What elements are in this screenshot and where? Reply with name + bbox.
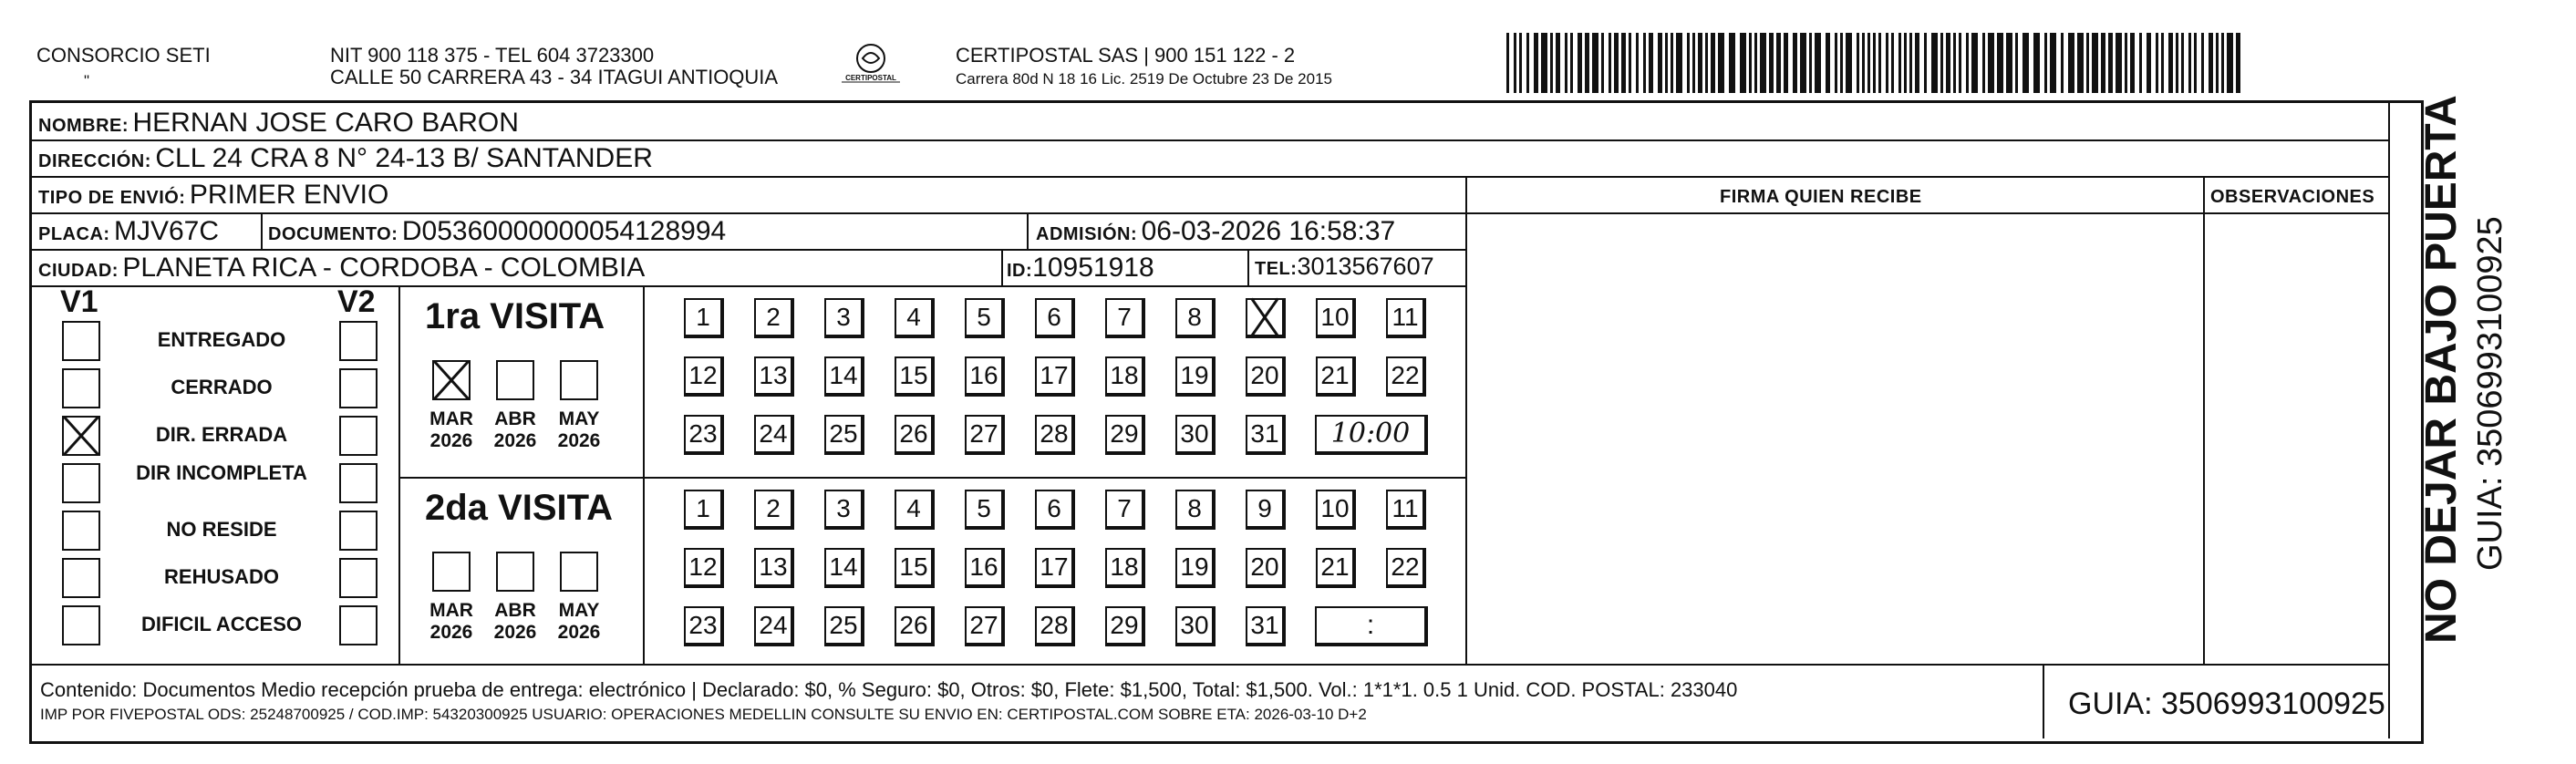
day-box[interactable]: 6 xyxy=(1035,490,1075,530)
barcode-bar xyxy=(1959,33,1961,93)
day-box[interactable]: 18 xyxy=(1105,356,1145,397)
barcode-bar xyxy=(2130,33,2135,93)
barcode-bar xyxy=(1718,33,1724,93)
day-box[interactable]: 14 xyxy=(824,356,864,397)
barcode-bar xyxy=(2176,33,2178,93)
barcode-bar xyxy=(1867,33,1870,93)
barcode-bar xyxy=(2101,33,2105,93)
day-box[interactable]: 28 xyxy=(1035,415,1075,455)
barcode-bar xyxy=(1982,33,1985,93)
barcode-bar xyxy=(1519,33,1522,93)
observaciones-header: OBSERVACIONES xyxy=(2210,187,2375,207)
day-box[interactable]: 31 xyxy=(1246,606,1286,646)
day-box[interactable]: 3 xyxy=(824,490,864,530)
day-box[interactable]: 25 xyxy=(824,415,864,455)
time-box[interactable]: : xyxy=(1315,606,1428,646)
month-year: 2026 xyxy=(557,622,601,643)
certipostal-line: CERTIPOSTAL SAS | 900 151 122 - 2 xyxy=(956,44,1296,67)
barcode-bar xyxy=(2061,33,2064,93)
certipostal-logo xyxy=(837,40,905,97)
day-box[interactable]: 2 xyxy=(754,298,794,338)
barcode-bar xyxy=(1840,33,1843,93)
address-line: CALLE 50 CARRERA 43 - 34 ITAGUI ANTIOQUIA xyxy=(330,66,779,88)
barcode-bar xyxy=(2023,33,2029,93)
barcode-bar xyxy=(1915,33,1919,93)
barcode-bar xyxy=(1815,33,1821,93)
v1-checkbox[interactable] xyxy=(62,558,100,598)
month-checkbox[interactable] xyxy=(432,360,471,400)
v1-checkbox[interactable] xyxy=(62,368,100,408)
day-box[interactable]: 15 xyxy=(895,548,935,588)
barcode-bar xyxy=(1997,33,2003,93)
barcode-bar xyxy=(1705,33,1708,93)
barcode-bar xyxy=(1649,33,1653,93)
barcode-bar xyxy=(1909,33,1912,93)
barcode-bar xyxy=(1793,33,1797,93)
day-box[interactable]: 22 xyxy=(1386,356,1426,397)
documento-label: DOCUMENTO: xyxy=(268,224,398,244)
company-mark: " xyxy=(84,72,90,89)
barcode-bar xyxy=(1835,33,1837,93)
barcode xyxy=(1506,33,2247,93)
month-label xyxy=(547,408,611,452)
time-box[interactable]: 10:00 xyxy=(1315,415,1428,455)
barcode-bar xyxy=(1601,33,1604,93)
month-year: 2026 xyxy=(429,622,473,643)
day-box[interactable]: 26 xyxy=(895,415,935,455)
day-box[interactable]: 30 xyxy=(1175,606,1216,646)
month-label xyxy=(483,600,547,644)
day-box[interactable]: 20 xyxy=(1246,356,1286,397)
day-box[interactable]: 17 xyxy=(1035,548,1075,588)
v1-checkbox[interactable] xyxy=(62,463,100,503)
month-checkbox[interactable] xyxy=(496,552,534,592)
barcode-bar xyxy=(1526,33,1529,93)
imp-line: IMP POR FIVEPOSTAL ODS: 25248700925 / COD.IMP: 54320300925 USUARIO: OPERACIONES MEDELLIN CONSULTE SU ENVIO EN: CERTIPOSTAL.COM SOBRE ETA: 2026-03-10 D+2 xyxy=(40,706,1367,723)
id-label: ID: xyxy=(1007,261,1033,281)
barcode-bar xyxy=(2077,33,2084,93)
visit-title: 1ra VISITA xyxy=(425,296,605,336)
barcode-bar xyxy=(2236,33,2240,93)
day-box[interactable]: 4 xyxy=(895,490,935,530)
day-box[interactable]: 14 xyxy=(824,548,864,588)
barcode-bar xyxy=(1966,33,1969,93)
placa-label: PLACA: xyxy=(38,224,110,244)
barcode-bar xyxy=(1534,33,1538,93)
day-box[interactable]: 5 xyxy=(965,490,1005,530)
day-box[interactable]: 16 xyxy=(965,548,1005,588)
barcode-bar xyxy=(1578,33,1582,93)
day-box[interactable]: 21 xyxy=(1316,548,1356,588)
month-label xyxy=(483,408,547,452)
day-box[interactable]: 16 xyxy=(965,356,1005,397)
month-name: MAY xyxy=(558,408,600,429)
day-box[interactable]: 9 xyxy=(1246,490,1286,530)
barcode-bar xyxy=(2116,33,2122,93)
barcode-bar xyxy=(1609,33,1611,93)
day-box[interactable]: 28 xyxy=(1035,606,1075,646)
barcode-bar xyxy=(2068,33,2074,93)
barcode-bar xyxy=(1769,33,1774,93)
barcode-bar xyxy=(2092,33,2098,93)
barcode-bar xyxy=(1749,33,1752,93)
barcode-bar xyxy=(1565,33,1567,93)
barcode-bar xyxy=(1862,33,1865,93)
v1-label: V1 xyxy=(60,284,98,319)
barcode-bar xyxy=(1886,33,1888,93)
barcode-bar xyxy=(1988,33,1994,93)
v1-checkbox[interactable] xyxy=(62,321,100,361)
v2-checkbox[interactable] xyxy=(339,463,378,503)
day-box[interactable]: 27 xyxy=(965,415,1005,455)
admision-label: ADMISIÓN: xyxy=(1036,224,1138,244)
barcode-bar xyxy=(2221,33,2224,93)
v1-checkbox[interactable] xyxy=(62,511,100,551)
barcode-bar xyxy=(1671,33,1673,93)
day-box[interactable]: 31 xyxy=(1246,415,1286,455)
day-box[interactable]: 19 xyxy=(1175,356,1216,397)
barcode-bar xyxy=(1953,33,1956,93)
content-line: Contenido: Documentos Medio recepción prueba de entrega: electrónico | Declarado: $0, % Seguro: $0, Otros: $0, Flete: $1,500, Total: $1,500. Vol.: 1*1*1. 0.5 1 Unid. COD. POSTAL: 233040 xyxy=(40,678,1738,701)
v2-label: V2 xyxy=(337,284,376,319)
barcode-bar xyxy=(1687,33,1690,93)
shipment-type: PRIMER ENVIO xyxy=(189,180,389,210)
barcode-bar xyxy=(1676,33,1682,93)
month-label xyxy=(419,408,483,452)
barcode-bar xyxy=(1826,33,1830,93)
day-box[interactable]: 8 xyxy=(1175,298,1216,338)
barcode-bar xyxy=(1570,33,1573,93)
id-value: 10951918 xyxy=(1032,253,1154,283)
reason-label: DIFICIL ACCESO xyxy=(140,613,302,635)
month-name: ABR xyxy=(494,600,536,621)
barcode-bar xyxy=(1506,33,1509,93)
barcode-bar xyxy=(1692,33,1695,93)
barcode-bar xyxy=(1760,33,1766,93)
barcode-bar xyxy=(2156,33,2158,93)
month-name: MAY xyxy=(558,600,600,621)
reason-label: DIR. ERRADA xyxy=(155,423,288,446)
barcode-bar xyxy=(1784,33,1788,93)
day-box[interactable]: 23 xyxy=(684,606,724,646)
barcode-bar xyxy=(1924,33,1927,93)
barcode-bar xyxy=(2168,33,2173,93)
month-label xyxy=(419,600,483,644)
day-box[interactable]: 12 xyxy=(684,548,724,588)
day-box[interactable]: 12 xyxy=(684,356,724,397)
barcode-bar xyxy=(2181,33,2184,93)
v2-checkbox[interactable] xyxy=(339,321,378,361)
barcode-bar xyxy=(1971,33,1978,93)
day-box[interactable]: 11 xyxy=(1386,490,1426,530)
barcode-bar xyxy=(2033,33,2040,93)
reason-label: NO RESIDE xyxy=(166,518,277,541)
v2-checkbox[interactable] xyxy=(339,511,378,551)
month-year: 2026 xyxy=(493,622,537,643)
day-box[interactable]: 25 xyxy=(824,606,864,646)
month-name: MAR xyxy=(429,408,473,429)
month-checkbox[interactable] xyxy=(496,360,534,400)
day-box[interactable]: 23 xyxy=(684,415,724,455)
barcode-bar xyxy=(1904,33,1907,93)
month-year: 2026 xyxy=(557,430,601,451)
month-label xyxy=(547,600,611,644)
firma-header: FIRMA QUIEN RECIBE xyxy=(1720,187,1922,207)
logo-icon xyxy=(837,40,905,97)
side-guia: GUIA: 3506993100925 xyxy=(2471,216,2509,571)
admission-datetime: 06-03-2026 16:58:37 xyxy=(1141,216,1396,246)
logo-text: CERTIPOSTAL xyxy=(845,74,896,82)
barcode-bar xyxy=(1550,33,1553,93)
guia-box: GUIA: 3506993100925 xyxy=(2068,687,2385,721)
barcode-bar xyxy=(1898,33,1901,93)
day-box[interactable] xyxy=(1246,298,1286,338)
barcode-bar xyxy=(1740,33,1746,93)
day-box[interactable]: 24 xyxy=(754,415,794,455)
license-line: Carrera 80d N 18 16 Lic. 2519 De Octubre 23 De 2015 xyxy=(956,70,1332,88)
month-checkbox[interactable] xyxy=(432,552,471,592)
ciudad-label: CIUDAD: xyxy=(38,261,119,281)
barcode-bar xyxy=(2209,33,2213,93)
direccion-label: DIRECCIÓN: xyxy=(38,151,151,171)
document-value: D05360000000054128994 xyxy=(401,216,727,246)
day-box[interactable]: 29 xyxy=(1105,606,1145,646)
day-box[interactable]: 19 xyxy=(1175,548,1216,588)
barcode-bar xyxy=(1857,33,1859,93)
month-checkbox[interactable] xyxy=(560,360,598,400)
v2-checkbox[interactable] xyxy=(339,368,378,408)
day-box[interactable]: 2 xyxy=(754,490,794,530)
day-box[interactable]: 26 xyxy=(895,606,935,646)
no-dejar-warning: NO DEJAR BAJO PUERTA xyxy=(2417,95,2466,644)
day-box[interactable]: 13 xyxy=(754,548,794,588)
month-year: 2026 xyxy=(493,430,537,451)
day-box[interactable]: 4 xyxy=(895,298,935,338)
month-year: 2026 xyxy=(429,430,473,451)
day-box[interactable]: 22 xyxy=(1386,548,1426,588)
barcode-bar xyxy=(1754,33,1757,93)
visit-title: 2da VISITA xyxy=(425,488,613,528)
barcode-bar xyxy=(2147,33,2151,93)
day-box[interactable]: 8 xyxy=(1175,490,1216,530)
barcode-bar xyxy=(1514,33,1516,93)
barcode-bar xyxy=(1711,33,1715,93)
month-name: MAR xyxy=(429,600,473,621)
barcode-bar xyxy=(1776,33,1781,93)
day-box[interactable]: 11 xyxy=(1386,298,1426,338)
barcode-bar xyxy=(2050,33,2056,93)
barcode-bar xyxy=(2194,33,2197,93)
barcode-bar xyxy=(1585,33,1589,93)
day-box[interactable]: 27 xyxy=(965,606,1005,646)
nit-line: NIT 900 118 375 - TEL 604 3723300 xyxy=(330,44,655,67)
day-box[interactable]: 15 xyxy=(895,356,935,397)
day-box[interactable]: 1 xyxy=(684,298,724,338)
v2-checkbox[interactable] xyxy=(339,605,378,645)
day-box[interactable]: 10 xyxy=(1316,490,1356,530)
tipo-label: TIPO DE ENVIÓ: xyxy=(38,188,186,208)
barcode-bar xyxy=(1665,33,1668,93)
recipient-name: HERNAN JOSE CARO BARON xyxy=(132,108,519,138)
barcode-bar xyxy=(2139,33,2142,93)
nombre-label: NOMBRE: xyxy=(38,116,129,136)
barcode-bar xyxy=(1878,33,1881,93)
day-box[interactable]: 5 xyxy=(965,298,1005,338)
barcode-bar xyxy=(1556,33,1560,93)
barcode-bar xyxy=(1891,33,1894,93)
day-box[interactable]: 21 xyxy=(1316,356,1356,397)
reason-label: DIR INCOMPLETA xyxy=(136,461,307,484)
barcode-bar xyxy=(1729,33,1735,93)
day-box[interactable]: 24 xyxy=(754,606,794,646)
barcode-bar xyxy=(1873,33,1876,93)
barcode-bar xyxy=(2227,33,2233,93)
day-box[interactable]: 13 xyxy=(754,356,794,397)
day-box[interactable]: 10 xyxy=(1316,298,1356,338)
barcode-bar xyxy=(1658,33,1662,93)
barcode-bar xyxy=(2161,33,2164,93)
day-box[interactable]: 6 xyxy=(1035,298,1075,338)
v1-checkbox[interactable] xyxy=(62,416,100,456)
barcode-bar xyxy=(1614,33,1619,93)
barcode-bar xyxy=(1698,33,1702,93)
barcode-bar xyxy=(1636,33,1639,93)
tel-value: 3013567607 xyxy=(1297,253,1434,280)
day-box[interactable]: 17 xyxy=(1035,356,1075,397)
day-box[interactable]: 29 xyxy=(1105,415,1145,455)
barcode-bar xyxy=(1800,33,1806,93)
v1-checkbox[interactable] xyxy=(62,605,100,645)
month-name: ABR xyxy=(494,408,536,429)
v2-checkbox[interactable] xyxy=(339,558,378,598)
barcode-bar xyxy=(1643,33,1646,93)
barcode-bar xyxy=(1931,33,1938,93)
barcode-bar xyxy=(1621,33,1626,93)
reason-label: REHUSADO xyxy=(164,565,279,588)
day-box[interactable]: 3 xyxy=(824,298,864,338)
barcode-bar xyxy=(2201,33,2204,93)
city-value: PLANETA RICA - CORDOBA - COLOMBIA xyxy=(122,253,646,283)
barcode-bar xyxy=(2006,33,2012,93)
reason-label: ENTREGADO xyxy=(157,328,286,351)
barcode-bar xyxy=(2188,33,2191,93)
barcode-bar xyxy=(1846,33,1852,93)
month-checkbox[interactable] xyxy=(560,552,598,592)
barcode-bar xyxy=(2216,33,2219,93)
day-box[interactable]: 30 xyxy=(1175,415,1216,455)
barcode-bar xyxy=(1541,33,1547,93)
barcode-bar xyxy=(2015,33,2018,93)
barcode-bar xyxy=(1940,33,1943,93)
day-box[interactable]: 7 xyxy=(1105,298,1145,338)
day-box[interactable]: 20 xyxy=(1246,548,1286,588)
barcode-bar xyxy=(2044,33,2047,93)
barcode-bar xyxy=(1592,33,1598,93)
day-box[interactable]: 7 xyxy=(1105,490,1145,530)
day-box[interactable]: 1 xyxy=(684,490,724,530)
reason-label: CERRADO xyxy=(171,376,273,398)
barcode-bar xyxy=(2086,33,2089,93)
v2-checkbox[interactable] xyxy=(339,416,378,456)
tel-label: TEL: xyxy=(1255,259,1298,279)
recipient-address: CLL 24 CRA 8 N° 24-13 B/ SANTANDER xyxy=(155,143,653,173)
barcode-bar xyxy=(1946,33,1950,93)
barcode-bar xyxy=(1809,33,1812,93)
barcode-bar xyxy=(2125,33,2127,93)
barcode-bar xyxy=(2108,33,2113,93)
day-box[interactable]: 18 xyxy=(1105,548,1145,588)
company-name: CONSORCIO SETI xyxy=(36,44,211,67)
barcode-bar xyxy=(1629,33,1631,93)
plate-value: MJV67C xyxy=(114,216,220,246)
